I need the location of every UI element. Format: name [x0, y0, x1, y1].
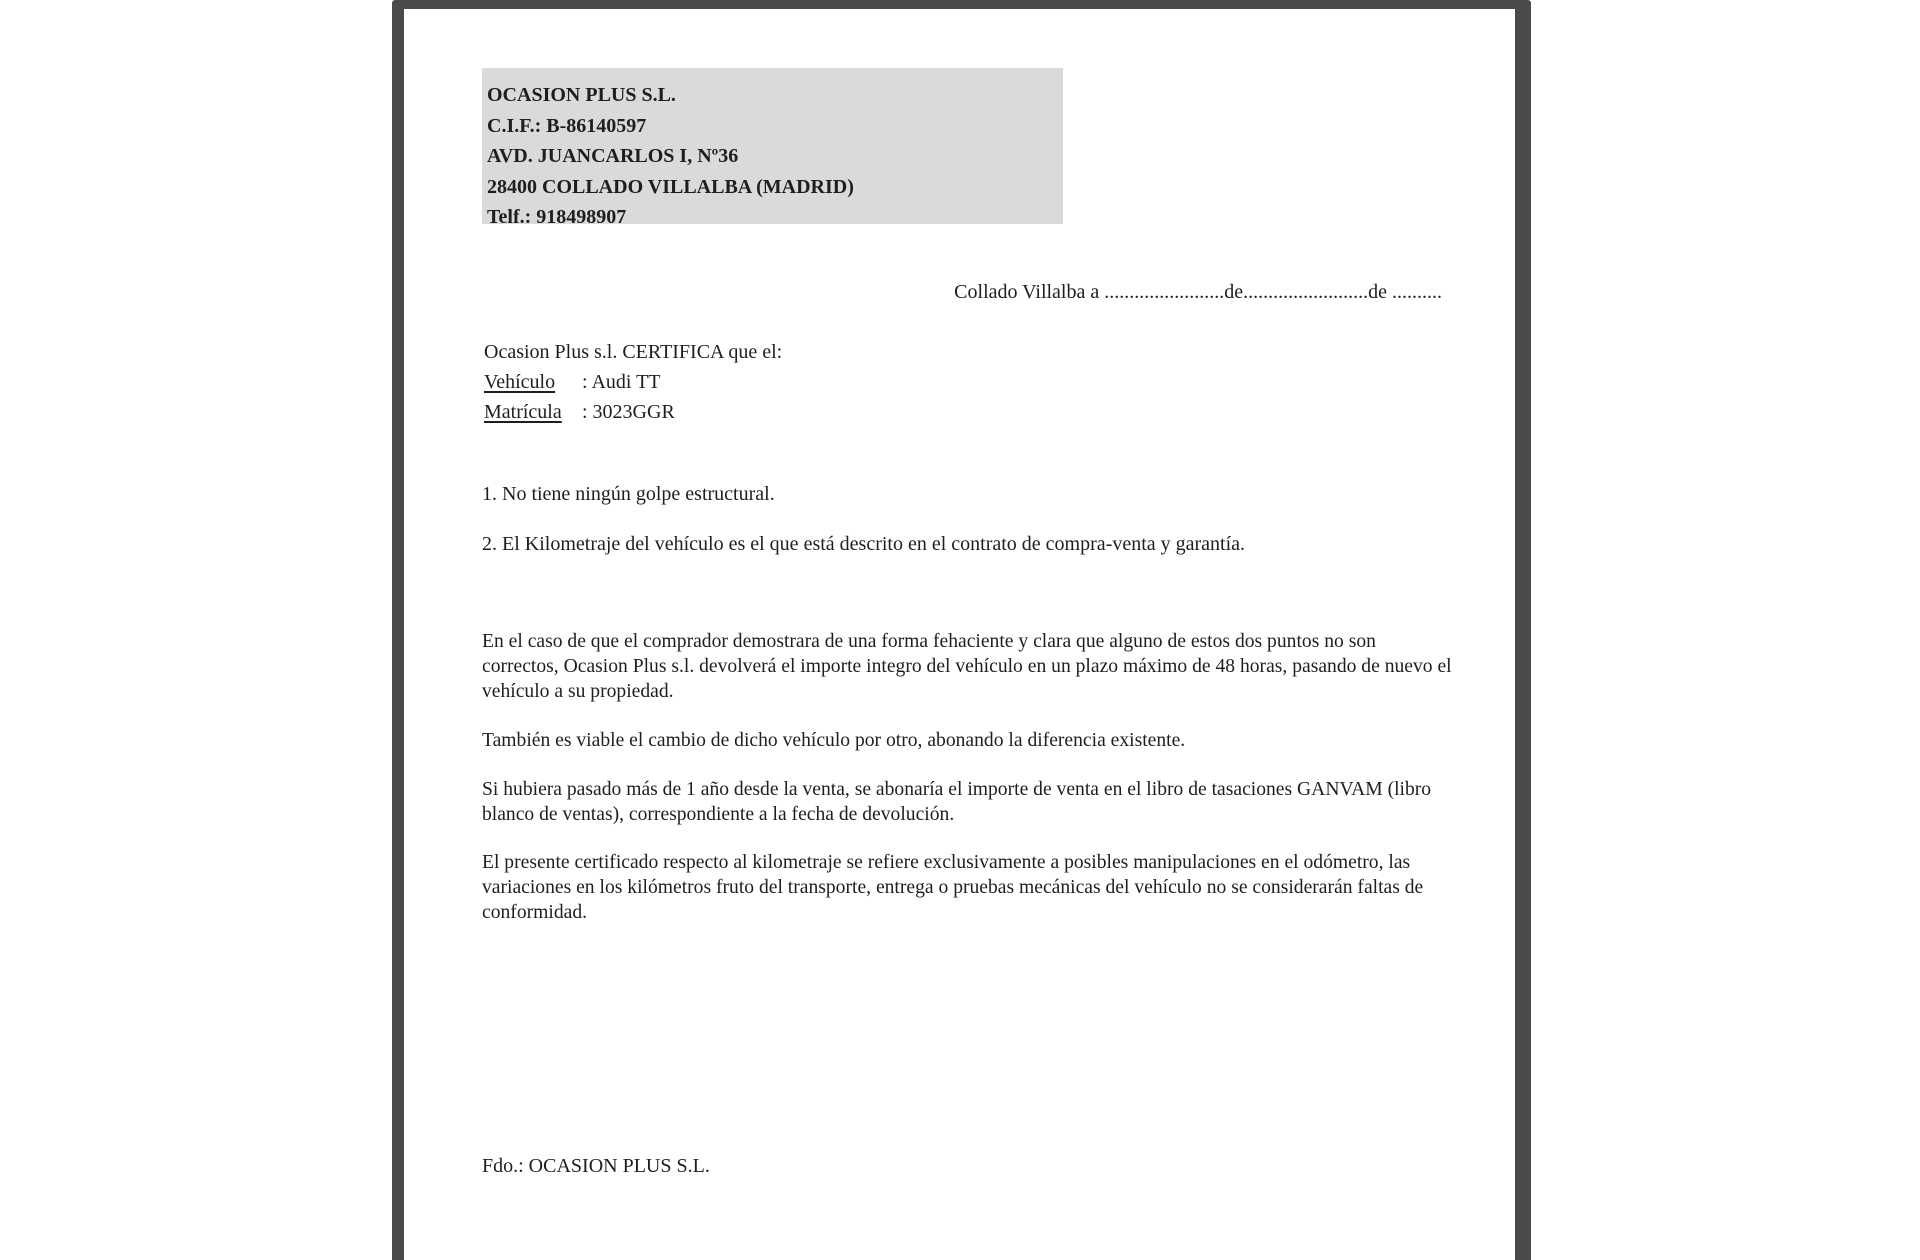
odometer-paragraph: El presente certificado respecto al kilometraje se refiere exclusivamente a posibles manipulaciones en el odómetro, las variaciones en los kilómetros fruto del transporte, entrega o pruebas mecánicas del vehículo no se considerarán faltas de conformidad.: [482, 852, 1424, 923]
company-address: AVD. JUANCARLOS I, Nº36: [487, 145, 739, 167]
plate-label: Matrícula: [484, 401, 562, 423]
document-page: [404, 9, 1515, 1260]
company-cif: C.I.F.: B-86140597: [487, 114, 647, 137]
point-structural: 1. No tiene ningún golpe estructural.: [482, 483, 775, 505]
company-name: OCASION PLUS S.L.: [487, 84, 676, 106]
vehicle-row: [484, 367, 782, 397]
vehicle-label: Vehículo: [484, 371, 556, 393]
point-mileage: 2. El Kilometraje del vehículo es el que está descrito en el contrato de compra-venta y garantía.: [482, 533, 1246, 555]
ganvam-paragraph: Si hubiera pasado más de 1 año desde la venta, se abonaría el importe de venta en el libro de tasaciones GANVAM (libro blanco de ventas), correspondiente a la fecha de devolución.: [482, 779, 1432, 825]
signature-line: Fdo.: OCASION PLUS S.L.: [482, 1155, 710, 1177]
refund-paragraph: En el caso de que el comprador demostrara de una forma fehaciente y clara que alguno de estos dos puntos no son correctos, Ocasion Plus s.l. devolverá el importe integro del vehículo en un plazo máximo de 48 horas, pasando de nuevo el vehículo a su propiedad.: [482, 631, 1452, 702]
place-date-line: Collado Villalba a ........................de.........................de ..........: [954, 281, 1442, 303]
company-phone: Telf.: 918498907: [487, 206, 627, 228]
certification-block: [484, 337, 782, 427]
document-viewer-frame: [392, 0, 1531, 1260]
plate-row: [484, 397, 782, 427]
exchange-paragraph: También es viable el cambio de dicho vehículo por otro, abonando la diferencia existente.: [482, 730, 1186, 751]
company-header: [482, 68, 1063, 228]
plate-value: : 3023GGR: [582, 401, 675, 423]
company-city: 28400 COLLADO VILLALBA (MADRID): [487, 175, 854, 198]
vehicle-value: : Audi TT: [582, 371, 661, 393]
certification-intro: Ocasion Plus s.l. CERTIFICA que el:: [484, 341, 783, 363]
